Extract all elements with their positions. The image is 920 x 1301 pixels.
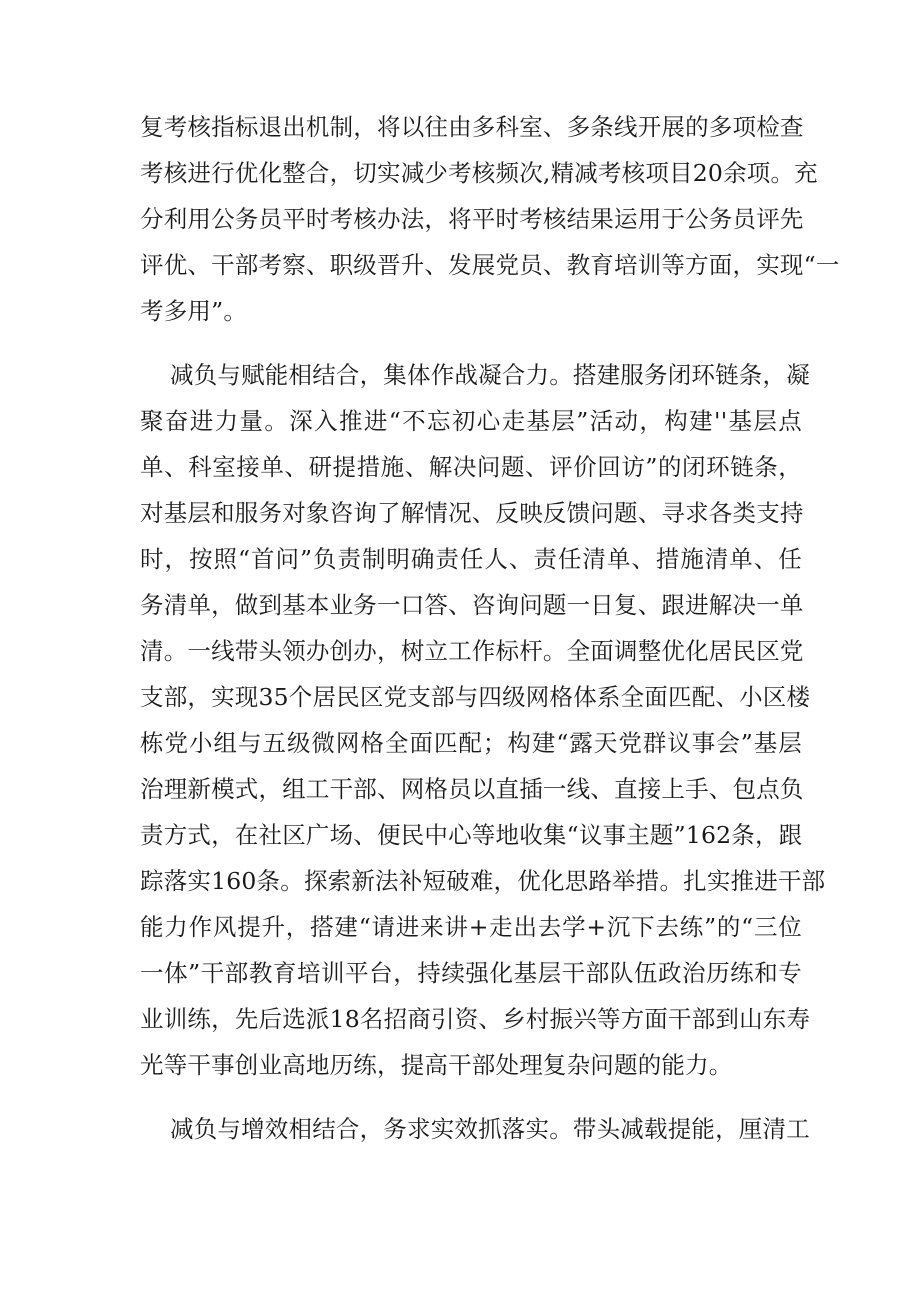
text-line: 责方式，在社区广场、便民中心等地收集“议事主题”162条，跟 [140, 821, 803, 849]
text-line: 考多用”。 [140, 297, 248, 325]
paragraph-1 [140, 104, 840, 334]
paragraph-2 [140, 352, 826, 1088]
text-line: 治理新模式，组工干部、网格员以直插一线、直接上手、包点负 [140, 775, 804, 803]
text-line: 清。一线带头领办创办，树立工作标杆。全面调整优化居民区党 [140, 637, 804, 665]
text-line: 支部，实现35个居民区党支部与四级网格体系全面匹配、小区楼 [140, 683, 811, 711]
text-line: 务清单，做到基本业务一口答、咨询问题一日复、跟进解决一单 [140, 591, 804, 619]
text-line: 分利用公务员平时考核办法，将平时考核结果运用于公务员评先 [140, 205, 804, 233]
text-line: 光等干事创业高地历练，提高干部处理复杂问题的能力。 [140, 1051, 733, 1079]
paragraph-gap [140, 334, 802, 352]
text-line: 踪落实160条。探索新法补短破难，优化思路举措。扎实推进干部 [140, 867, 826, 895]
text-line: 减负与赋能相结合，集体作战凝合力。搭建服务闭环链条，凝 [170, 361, 810, 389]
text-line: 考核进行优化整合，切实减少考核频次,精减考核项目20余项。充 [140, 159, 818, 187]
text-line: 聚奋进力量。深入推进“不忘初心走基层”活动，构建''基层点 [140, 407, 802, 435]
paragraph-gap [140, 1088, 802, 1106]
text-line: 一体”干部教育培训平台，持续强化基层干部队伍政治历练和专 [140, 959, 802, 987]
text-line: 对基层和服务对象咨询了解情况、反映反馈问题、寻求各类支持 [140, 499, 804, 527]
text-line: 减负与增效相结合，务求实效抓落实。带头减载提能，厘清工 [170, 1115, 810, 1143]
text-line: 评优、干部考察、职级晋升、发展党员、教育培训等方面，实现“一 [140, 251, 840, 279]
text-line: 业训练，先后选派18名招商引资、乡村振兴等方面干部到山东寿 [140, 1005, 811, 1033]
text-line: 时，按照“首问”负责制明确责任人、责任清单、措施清单、任 [140, 545, 802, 573]
text-line: 能力作风提升，搭建“请进来讲+走出去学+沉下去练”的“三位 [140, 913, 802, 941]
text-line: 单、科室接单、研提措施、解决问题、评价回访”的闭环链条， [140, 453, 802, 481]
text-line: 复考核指标退出机制，将以往由多科室、多条线开展的多项检查 [140, 113, 804, 141]
text-line: 栋党小组与五级微网格全面匹配；构建“露天党群议事会”基层 [140, 729, 802, 757]
paragraph-3 [140, 1106, 810, 1152]
